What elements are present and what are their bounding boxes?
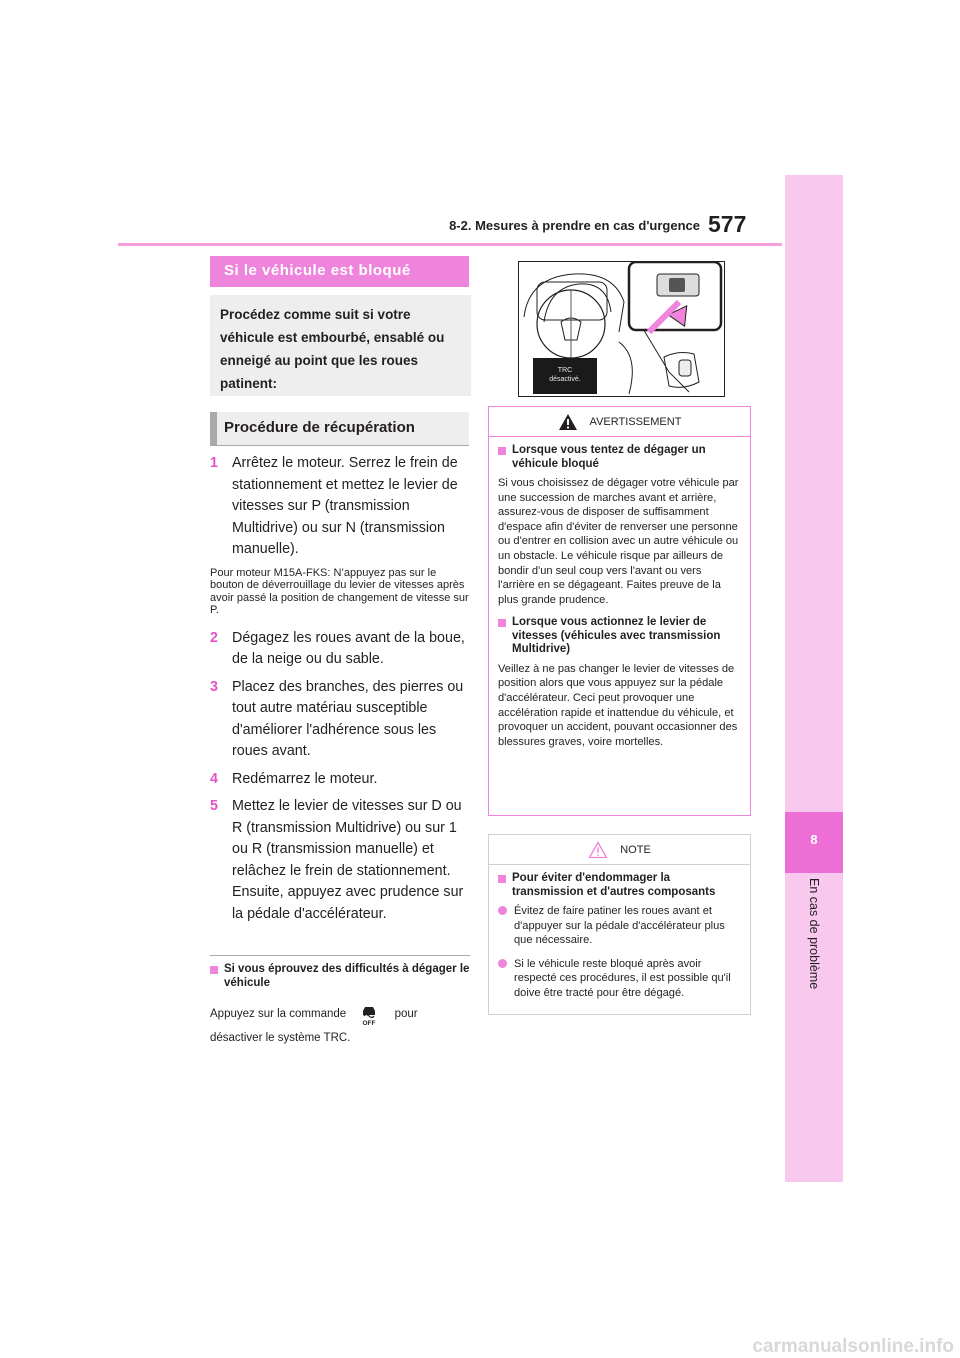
trc-text xyxy=(210,1002,472,1050)
step-item xyxy=(210,628,472,671)
note-title xyxy=(489,835,750,865)
warning-icon xyxy=(558,413,578,431)
square-bullet-icon xyxy=(498,447,506,455)
step-number: 1 xyxy=(210,455,218,471)
round-bullet-icon xyxy=(498,959,507,968)
step-text: Redémarrez le moteur. xyxy=(232,770,378,787)
step-number: 4 xyxy=(210,770,218,787)
square-bullet-icon xyxy=(498,875,506,883)
warning-paragraph: Veillez à ne pas changer le levier de vitesses de position alors que vous appuyez sur la pédale d'accélérateur. Ceci peut provoquer une accélération rapide et inattendue du véhicule, et provoquer un accident, pouvant occasionner des blessures graves, voire mortelles. xyxy=(498,662,738,748)
intro-box: Procédez comme suit si votre véhicule est embourbé, ensablé ou enneigé au point que les roues patinent: xyxy=(210,295,471,396)
step-number: 3 xyxy=(210,678,218,695)
step-text: Placez des branches, des pierres ou tout autre matériau susceptible d'améliorer l'adhérence sous les roues avant. xyxy=(232,678,464,759)
trc-text-before: Appuyez sur la commande xyxy=(210,1008,347,1021)
section-banner: Si le véhicule est bloqué xyxy=(210,256,469,287)
note-heading xyxy=(498,872,741,899)
screen-line-2: désactivé. xyxy=(549,376,581,383)
note-body xyxy=(489,865,750,1001)
step-number: 5 xyxy=(210,798,218,814)
warning-box xyxy=(488,406,751,816)
steps-list xyxy=(210,453,472,931)
step-number: 2 xyxy=(210,629,218,646)
trc-text-after: pour désactiver le système TRC. xyxy=(210,1008,418,1045)
trc-display-screen xyxy=(533,358,597,394)
round-bullet-icon xyxy=(498,906,507,915)
step-text: Mettez le levier de vitesses sur D ou R (transmission Multidrive) ou sur 1 ou R (transmission manuelle) et relâchez le frein de stationnement. Ensuite, appuyez avec prudence sur la pédale d'accélérateur. xyxy=(232,798,464,922)
warning-paragraph: Si vous choisissez de dégager votre véhicule par une succession de marches avant et arrière, assurez-vous de disposer de suffisamment d'espace afin d'éviter de renverser une personne ou d'entrer en collision avec un autre véhicule ou un obstacle. Le véhicule risque par ailleurs de bondir d'un seul coup vers l'avant ou vers l'arrière en se dégageant. Faites preuve de la plus grande prudence. xyxy=(498,477,739,606)
warning-heading-text: Lorsque vous actionnez le levier de vitesses (véhicules avec transmission Multidrive) xyxy=(512,616,721,656)
note-bullet xyxy=(498,904,741,948)
warning-heading-text: Lorsque vous tentez de dégager un véhicule bloqué xyxy=(512,444,706,470)
trc-heading-text: Si vous éprouvez des difficultés à dégager le véhicule xyxy=(224,963,470,989)
screen-line-1: TRC xyxy=(557,367,573,374)
warning-heading xyxy=(498,444,741,471)
step-item xyxy=(210,453,472,561)
note-title-text: NOTE xyxy=(620,843,651,856)
site-watermark[interactable]: carmanualsonline.info xyxy=(752,1336,954,1357)
note-bullet-text: Évitez de faire patiner les roues avant et d'appuyer sur la pédale d'accélérateur plus que nécessaire. xyxy=(514,905,725,947)
subheader-recovery: Procédure de récupération xyxy=(210,412,469,446)
warning-title-text: AVERTISSEMENT xyxy=(589,415,682,428)
trc-off-icon xyxy=(357,1002,381,1026)
note-bullet xyxy=(498,957,741,1001)
step-item xyxy=(210,677,472,763)
header-rule xyxy=(118,243,782,246)
note-bullet-text: Si le véhicule reste bloqué après avoir respecté ces procédures, il est possible qu'il doive être tracté pour être dégagé. xyxy=(514,957,731,999)
trc-heading xyxy=(210,963,472,990)
warning-heading xyxy=(498,616,741,657)
warning-body xyxy=(489,437,750,749)
step1-note: Pour moteur M15A-FKS: N’appuyez pas sur le bouton de déverrouillage du levier de vitesses après avoir passé la position de changement de vitesse sur P. xyxy=(210,566,469,616)
note-box xyxy=(488,834,751,1015)
page-number: 577 xyxy=(708,211,747,237)
chapter-title-text: En cas de problème xyxy=(807,878,821,990)
step-text: Dégagez les roues avant de la boue, de la neige ou du sable. xyxy=(232,629,465,667)
step-item xyxy=(210,796,472,925)
warning-title xyxy=(489,407,750,437)
step-item xyxy=(210,769,472,791)
square-bullet-icon xyxy=(498,619,506,627)
square-bullet-icon xyxy=(210,966,218,974)
note-heading-text: Pour éviter d'endommager la transmission et d'autres composants xyxy=(512,872,716,898)
divider xyxy=(210,955,470,956)
step-text: Arrêtez le moteur. Serrez le frein de stationnement et mettez le levier de vitesses sur P (transmission Multidrive) ou sur N (transmission manuelle). xyxy=(232,455,458,557)
chapter-title xyxy=(806,878,822,1178)
trc-tip xyxy=(210,963,472,1050)
chapter-number: 8 xyxy=(810,832,818,847)
trc-icon-label: OFF xyxy=(362,1020,376,1026)
section-title: 8-2. Mesures à prendre en cas d'urgence xyxy=(449,218,700,233)
caution-icon xyxy=(588,841,608,859)
